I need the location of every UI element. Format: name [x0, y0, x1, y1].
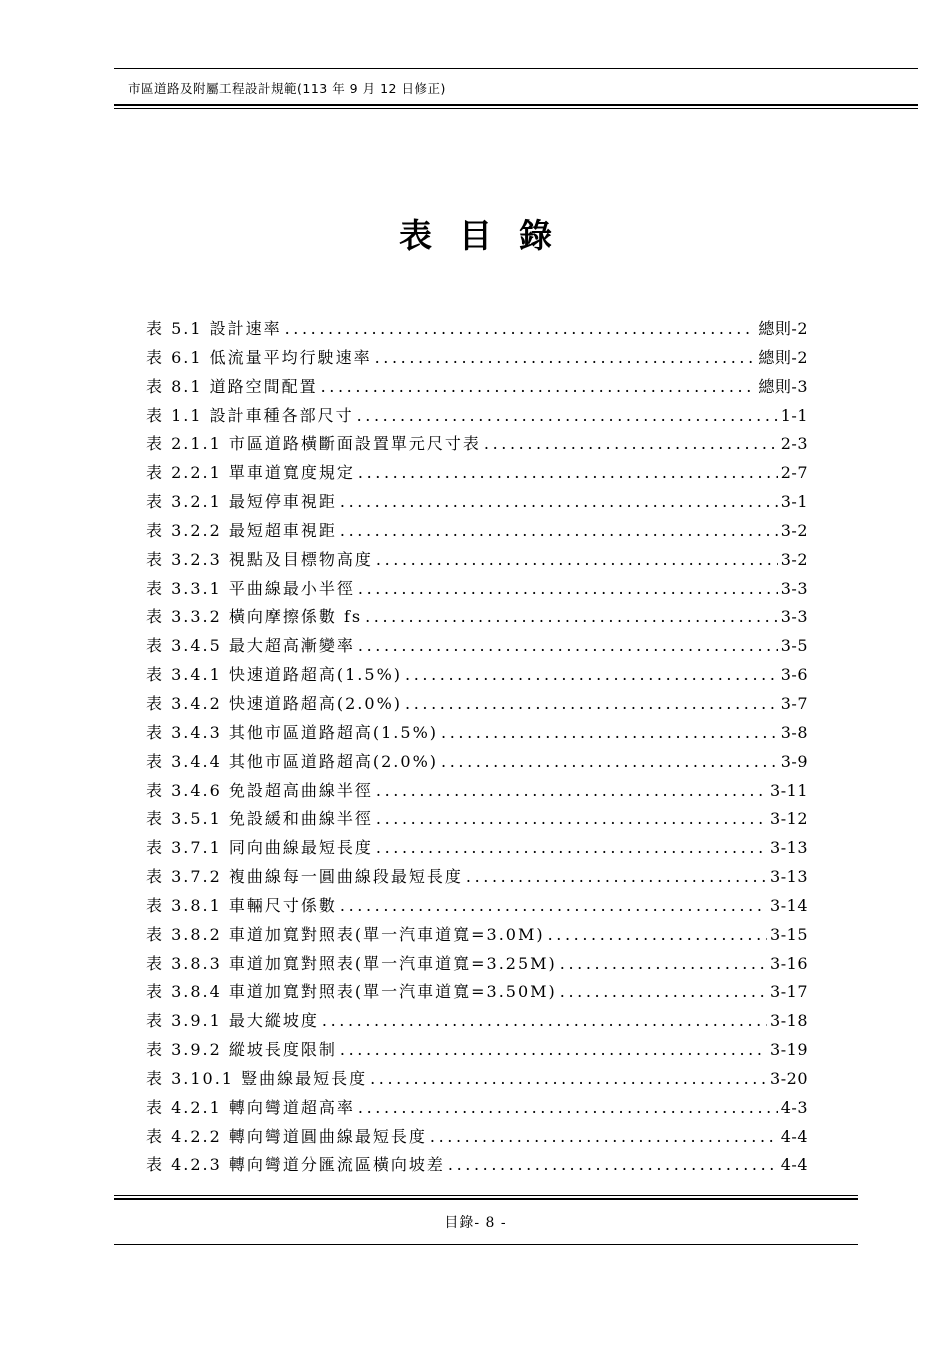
toc-entry-page: 總則-2 [758, 319, 808, 338]
toc-entry-page: 2-7 [780, 463, 808, 483]
toc-entry[interactable] [146, 720, 808, 749]
toc-entry[interactable] [146, 547, 808, 576]
toc-entry[interactable] [146, 403, 808, 432]
toc-entry-label: 表 3.2.1 最短停車視距 [146, 492, 337, 512]
toc-entry[interactable] [146, 518, 808, 547]
toc-entry-page: 4-3 [780, 1097, 808, 1117]
table-of-contents-list [146, 316, 808, 1181]
toc-entry-page: 3-9 [780, 751, 808, 771]
toc-entry-label: 表 3.7.2 複曲線每一圓曲線段最短長度 [146, 867, 463, 887]
toc-entry-label: 表 4.2.2 轉向彎道圓曲線最短長度 [146, 1126, 427, 1146]
toc-entry-page: 3-20 [770, 1068, 808, 1088]
toc-dot-leader [466, 867, 767, 886]
toc-entry-label: 表 1.1 設計車種各部尺寸 [146, 405, 354, 425]
footer-rule-bottom [114, 1244, 858, 1245]
toc-dot-leader [405, 694, 778, 713]
toc-entry-label: 表 3.3.1 平曲線最小半徑 [146, 578, 355, 598]
toc-dot-leader [358, 636, 778, 655]
toc-entry-page: 2-3 [780, 434, 808, 454]
toc-entry-page: 3-13 [770, 867, 808, 887]
toc-dot-leader [375, 348, 756, 367]
toc-entry[interactable] [146, 576, 808, 605]
toc-entry-page: 3-6 [780, 665, 808, 685]
toc-entry-page: 3-2 [780, 549, 808, 569]
toc-entry[interactable] [146, 345, 808, 374]
toc-dot-leader [376, 781, 767, 800]
toc-entry[interactable] [146, 864, 808, 893]
toc-entry-page: 3-8 [780, 722, 808, 742]
toc-entry-page: 3-3 [780, 578, 808, 598]
toc-dot-leader [358, 579, 778, 598]
footer-rule-thick [114, 1198, 858, 1200]
toc-dot-leader [358, 1098, 778, 1117]
toc-entry[interactable] [146, 778, 808, 807]
toc-entry-label: 表 3.9.1 最大縱坡度 [146, 1011, 319, 1031]
toc-dot-leader [484, 434, 778, 453]
toc-dot-leader [358, 463, 778, 482]
toc-entry[interactable] [146, 749, 808, 778]
toc-dot-leader [340, 1040, 767, 1059]
toc-entry[interactable] [146, 633, 808, 662]
toc-entry-label: 表 4.2.3 轉向彎道分匯流區橫向坡差 [146, 1155, 445, 1175]
toc-entry[interactable] [146, 951, 808, 980]
toc-entry-page: 3-14 [770, 895, 808, 915]
toc-entry-label: 表 3.5.1 免設緩和曲線半徑 [146, 809, 373, 829]
toc-entry-page: 4-4 [780, 1155, 808, 1175]
toc-entry-label: 表 3.9.2 縱坡長度限制 [146, 1040, 337, 1060]
toc-entry-page: 3-15 [770, 924, 808, 944]
toc-entry[interactable] [146, 374, 808, 403]
toc-dot-leader [340, 492, 778, 511]
toc-dot-leader [376, 550, 778, 569]
toc-entry[interactable] [146, 662, 808, 691]
toc-entry[interactable] [146, 1066, 808, 1095]
toc-entry-page: 3-19 [770, 1040, 808, 1060]
toc-entry[interactable] [146, 922, 808, 951]
toc-entry[interactable] [146, 460, 808, 489]
toc-entry-page: 總則-2 [758, 347, 808, 367]
toc-entry-page: 3-3 [780, 607, 808, 627]
toc-entry-page: 4-4 [780, 1126, 808, 1146]
toc-entry-page: 3-11 [770, 780, 808, 800]
toc-entry-page: 3-2 [780, 520, 808, 540]
toc-entry-label: 表 3.10.1 豎曲線最短長度 [146, 1068, 368, 1088]
toc-dot-leader [376, 809, 767, 828]
toc-dot-leader [376, 838, 767, 857]
toc-entry[interactable] [146, 489, 808, 518]
toc-entry[interactable] [146, 1037, 808, 1066]
toc-entry-label: 表 3.8.4 車道加寬對照表(單一汽車道寬=3.50M) [146, 982, 557, 1002]
toc-entry-label: 表 3.2.2 最短超車視距 [146, 520, 337, 540]
header-rule-thin [114, 108, 918, 109]
toc-entry-page: 3-17 [770, 982, 808, 1002]
toc-entry[interactable] [146, 979, 808, 1008]
toc-entry[interactable] [146, 1152, 808, 1181]
page-title: 表目錄 [399, 216, 579, 255]
document-header-title: 市區道路及附屬工程設計規範(113 年 9 月 12 日修正) [128, 81, 446, 96]
toc-entry-page: 3-12 [770, 809, 808, 829]
toc-entry-label: 表 3.4.1 快速道路超高(1.5%) [146, 665, 403, 685]
toc-entry-label: 表 3.4.5 最大超高漸變率 [146, 636, 355, 656]
toc-entry[interactable] [146, 604, 808, 633]
toc-entry[interactable] [146, 691, 808, 720]
footer-rule-thin [114, 1195, 858, 1196]
toc-entry-label: 表 2.2.1 單車道寬度規定 [146, 463, 355, 483]
toc-dot-leader [448, 1155, 778, 1174]
toc-entry-page: 3-1 [780, 492, 808, 512]
toc-entry[interactable] [146, 1095, 808, 1124]
toc-dot-leader [430, 1127, 778, 1146]
toc-dot-leader [321, 377, 756, 396]
toc-dot-leader [340, 896, 767, 915]
toc-entry-label: 表 3.4.6 免設超高曲線半徑 [146, 780, 373, 800]
toc-entry-label: 表 3.8.1 車輛尺寸係數 [146, 895, 337, 915]
toc-entry-page: 3-13 [770, 838, 808, 858]
toc-entry-label: 表 3.3.2 橫向摩擦係數 fs [146, 607, 363, 627]
toc-entry-label: 表 3.8.3 車道加寬對照表(單一汽車道寬=3.25M) [146, 953, 557, 973]
toc-entry-label: 表 3.8.2 車道加寬對照表(單一汽車道寬=3.0M) [146, 924, 545, 944]
toc-dot-leader [548, 925, 767, 944]
toc-entry[interactable] [146, 893, 808, 922]
toc-entry-label: 表 3.2.3 視點及目標物高度 [146, 549, 373, 569]
toc-entry-label: 表 3.4.4 其他市區道路超高(2.0%) [146, 751, 439, 771]
toc-entry-page: 3-7 [780, 693, 808, 713]
toc-dot-leader [560, 954, 767, 973]
toc-entry[interactable] [146, 835, 808, 864]
toc-dot-leader [285, 319, 756, 338]
toc-entry-label: 表 4.2.1 轉向彎道超高率 [146, 1097, 355, 1117]
toc-entry-label: 表 5.1 設計速率 [146, 319, 282, 338]
toc-entry-label: 表 3.4.3 其他市區道路超高(1.5%) [146, 722, 439, 742]
toc-dot-leader [441, 752, 778, 771]
toc-dot-leader [370, 1069, 767, 1088]
toc-entry-page: 1-1 [780, 405, 808, 425]
toc-dot-leader [340, 521, 778, 540]
toc-entry[interactable] [146, 316, 808, 345]
toc-dot-leader [560, 982, 767, 1001]
toc-entry-label: 表 6.1 低流量平均行駛速率 [146, 347, 372, 367]
toc-entry-label: 表 3.4.2 快速道路超高(2.0%) [146, 693, 403, 713]
toc-entry[interactable] [146, 1124, 808, 1153]
toc-entry[interactable] [146, 431, 808, 460]
toc-entry-page: 3-5 [780, 636, 808, 656]
toc-dot-leader [357, 406, 778, 425]
toc-dot-leader [441, 723, 778, 742]
toc-entry-page: 3-16 [770, 953, 808, 973]
toc-entry-label: 表 3.7.1 同向曲線最短長度 [146, 838, 373, 858]
toc-entry-label: 表 2.1.1 市區道路橫斷面設置單元尺寸表 [146, 434, 481, 454]
page-number: 目錄- 8 - [444, 1215, 507, 1231]
toc-entry[interactable] [146, 1008, 808, 1037]
toc-dot-leader [322, 1011, 767, 1030]
toc-entry-label: 表 8.1 道路空間配置 [146, 376, 318, 396]
toc-entry-page: 3-18 [770, 1011, 808, 1031]
toc-dot-leader [365, 607, 778, 626]
header-rule-top [114, 68, 918, 69]
header-rule-thick [114, 104, 918, 106]
toc-entry-page: 總則-3 [758, 376, 808, 396]
toc-dot-leader [405, 665, 778, 684]
toc-entry[interactable] [146, 806, 808, 835]
